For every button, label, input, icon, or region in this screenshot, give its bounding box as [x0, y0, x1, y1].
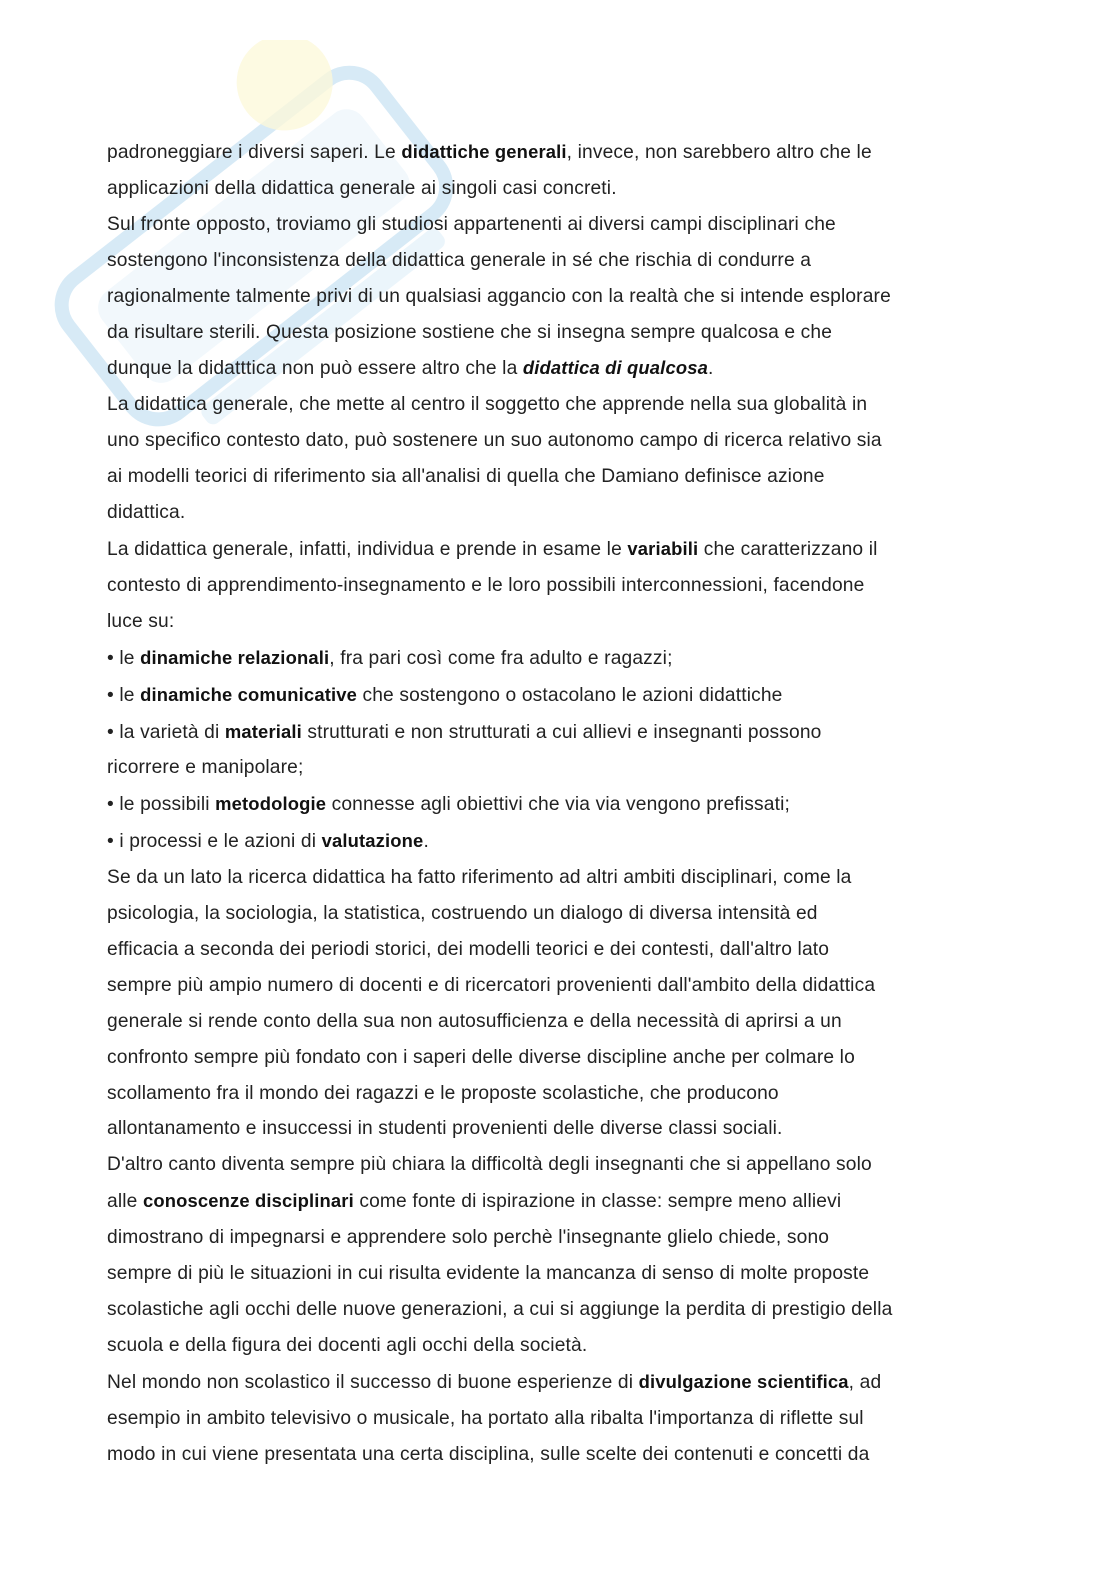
text-segment: .: [707, 358, 714, 380]
bold-term: didattiche generali: [401, 141, 567, 162]
text-line: [107, 1147, 1007, 1183]
text-line: [107, 1328, 1007, 1364]
text-line: [107, 387, 1007, 423]
text-segment: connesse agli obiettivi che via via vengono prefissati;: [326, 794, 790, 816]
text-line: [107, 640, 1007, 677]
text-segment: contesto di apprendimento-insegnamento e le loro possibili interconnessioni, facendone: [107, 574, 865, 596]
text-line: [107, 1076, 1007, 1112]
text-line: [107, 968, 1007, 1004]
text-line: [107, 896, 1007, 932]
text-segment: ricorrere e manipolare;: [107, 757, 304, 779]
bold-term: conoscenze disciplinari: [142, 1190, 354, 1212]
text-segment: sempre più ampio numero di docenti e di ricercatori provenienti dall'ambito della didattica: [107, 974, 876, 996]
text-line: [107, 423, 1007, 459]
text-segment: , fra pari così come fra adulto e ragazzi;: [329, 647, 673, 669]
text-segment: da risultare sterili. Questa posizione sostiene che si insegna sempre qualcosa e che: [107, 321, 833, 343]
text-line: [107, 1292, 1007, 1328]
text-line: [107, 1183, 1007, 1220]
text-segment: • la varietà di: [107, 721, 225, 743]
text-segment: applicazioni della didattica generale ai singoli casi concreti.: [107, 177, 617, 199]
text-segment: scolastiche agli occhi delle nuove generazioni, a cui si aggiunge la perdita di prestigio della: [107, 1299, 893, 1320]
text-line: [107, 823, 1007, 860]
text-line: [107, 207, 1007, 243]
text-line: [107, 1004, 1007, 1040]
text-segment: La didattica generale, che mette al centro il soggetto che apprende nella sua globalità in: [107, 394, 868, 416]
text-segment: sempre di più le situazioni in cui risulta evidente la mancanza di senso di molte proposte: [107, 1263, 870, 1285]
text-segment: modo in cui viene presentata una certa disciplina, sulle scelte dei contenuti e concetti da: [107, 1443, 870, 1465]
bold-term: materiali: [224, 720, 302, 742]
bold-term: variabili: [627, 537, 699, 559]
text-line: [107, 1040, 1007, 1076]
text-line: [107, 1401, 1007, 1437]
text-segment: • le possibili: [107, 794, 216, 816]
text-segment: • i processi e le azioni di: [107, 831, 322, 853]
text-line: [107, 531, 1007, 568]
text-segment: La didattica generale, infatti, individua e prende in esame le: [107, 538, 628, 560]
text-segment: efficacia a seconda dei periodi storici, dei modelli teorici e dei contesti, dall'altro lato: [107, 938, 830, 960]
text-segment: confronto sempre più fondato con i saperi delle diverse discipline anche per colmare lo: [107, 1046, 855, 1068]
bold-term: dinamiche comunicative: [140, 683, 357, 705]
text-line: [107, 604, 1007, 640]
text-line: [107, 1111, 1007, 1147]
text-segment: alle: [107, 1191, 143, 1213]
text-segment: sostengono l'inconsistenza della didattica generale in sé che rischia di condurre a: [107, 249, 812, 271]
text-segment: Nel mondo non scolastico il successo di buone esperienze di: [107, 1371, 639, 1393]
text-segment: Sul fronte opposto, troviamo gli studiosi appartenenti ai diversi campi disciplinari che: [107, 213, 836, 235]
text-segment: padroneggiare i diversi saperi. Le: [107, 142, 402, 163]
text-line: [107, 786, 1007, 823]
text-segment: scollamento fra il mondo dei ragazzi e le proposte scolastiche, che producono: [107, 1082, 779, 1104]
text-segment: generale si rende conto della sua non autosufficienza e della necessità di aprirsi a un: [107, 1010, 842, 1032]
text-line: [107, 495, 1007, 531]
text-segment: , ad: [848, 1371, 882, 1393]
text-segment: come fonte di ispirazione in classe: sempre meno allievi: [353, 1191, 842, 1213]
text-segment: dunque la didatttica non può essere altro che la: [107, 358, 523, 380]
text-segment: scuola e della figura dei docenti agli occhi della società.: [107, 1334, 588, 1356]
text-line: [107, 677, 1007, 714]
text-segment: , invece, non sarebbero altro che le: [566, 142, 872, 163]
text-segment: • le: [107, 684, 141, 706]
bold-term: valutazione: [321, 830, 424, 852]
text-line: [107, 932, 1007, 968]
text-segment: ai modelli teorici di riferimento sia all'analisi di quella che Damiano definisce azione: [107, 466, 825, 488]
text-line: [107, 243, 1007, 279]
document-body: [107, 134, 1007, 1473]
text-segment: .: [423, 831, 429, 853]
text-segment: ragionalmente talmente privi di un qualsiasi aggancio con la realtà che si intende esplorare: [107, 285, 891, 307]
text-line: [107, 171, 1007, 207]
text-line: [107, 1256, 1007, 1292]
text-line: [107, 279, 1007, 315]
text-segment: didattica.: [107, 502, 186, 524]
text-segment: che caratterizzano il: [698, 538, 878, 560]
text-segment: • le: [107, 647, 141, 669]
bold-term: metodologie: [215, 793, 327, 815]
text-line: [107, 1437, 1007, 1473]
text-line: [107, 568, 1007, 604]
text-segment: allontanamento e insuccessi in studenti provenienti delle diverse classi sociali.: [107, 1118, 783, 1140]
text-segment: dimostrano di impegnarsi e apprendere solo perchè l'insegnante glielo chiede, sono: [107, 1227, 830, 1249]
text-line: [107, 1220, 1007, 1256]
text-segment: strutturati e non strutturati a cui allievi e insegnanti possono: [301, 721, 822, 743]
text-segment: esempio in ambito televisivo o musicale, ha portato alla ribalta l'importanza di riflette sul: [107, 1407, 864, 1429]
text-line: [107, 750, 1007, 786]
bold-term: dinamiche relazionali: [140, 646, 330, 668]
text-segment: che sostengono o ostacolano le azioni didattiche: [356, 684, 783, 706]
text-line: [107, 315, 1007, 351]
text-segment: luce su:: [107, 610, 175, 632]
text-segment: D'altro canto diventa sempre più chiara la difficoltà degli insegnanti che si appellano solo: [107, 1154, 872, 1176]
text-line: [107, 134, 1007, 171]
bold-term: divulgazione scientifica: [638, 1370, 849, 1392]
text-segment: Se da un lato la ricerca didattica ha fatto riferimento ad altri ambiti disciplinari, come la: [107, 867, 852, 889]
text-line: [107, 1364, 1007, 1401]
text-segment: uno specifico contesto dato, può sostenere un suo autonomo campo di ricerca relativo sia: [107, 430, 882, 452]
text-line: [107, 350, 1007, 387]
text-line: [107, 714, 1007, 751]
bold-term: didattica di qualcosa: [522, 357, 708, 379]
text-line: [107, 459, 1007, 495]
text-segment: psicologia, la sociologia, la statistica, costruendo un dialogo di diversa intensità ed: [107, 903, 818, 925]
text-line: [107, 860, 1007, 896]
